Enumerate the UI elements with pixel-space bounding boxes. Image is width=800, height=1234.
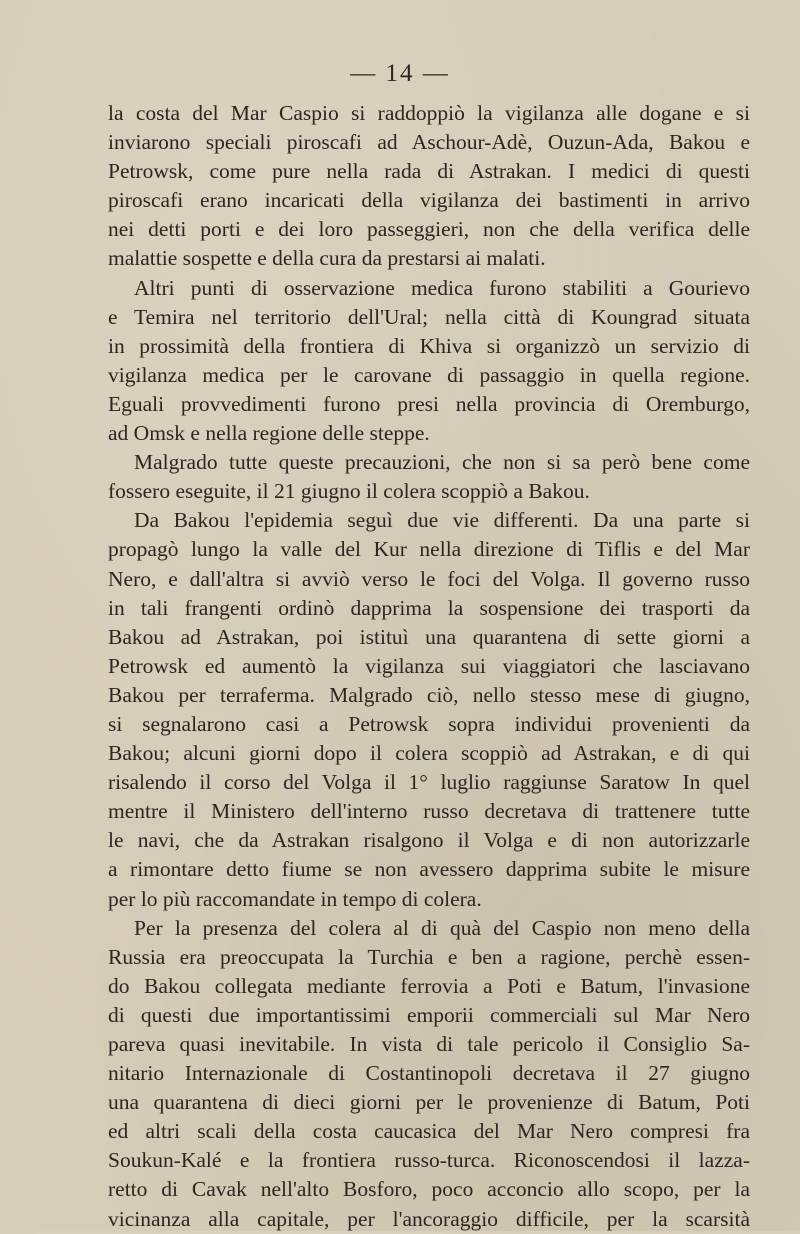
text-line: vicinanza alla capitale, per l'ancoraggio difficile, per la scarsità [108, 1206, 750, 1231]
text-line: retto di Cavak nell'alto Bosforo, poco acconcio allo scopo, per la [108, 1177, 750, 1202]
text-line: Russia era preoccupata la Turchia e ben a ragione, perchè essen- [108, 944, 750, 969]
text-line: e Temira nel territorio dell'Ural; nella città di Koungrad situata [108, 304, 750, 329]
text-line: Nero, e dall'altra si avviò verso le foci del Volga. Il governo russo [108, 566, 750, 591]
text-line: piroscafi erano incaricati della vigilanza dei bastimenti in arrivo [108, 188, 750, 213]
text-line: in tali frangenti ordinò dapprima la sospensione dei trasporti da [108, 595, 750, 620]
text-line: inviarono speciali piroscafi ad Aschour-Adè, Ouzun-Ada, Bakou e [108, 130, 750, 155]
text-line: per lo più raccomandate in tempo di colera. [108, 886, 482, 911]
text-line: nitario Internazionale di Costantinopoli decretava il 27 giugno [108, 1061, 750, 1086]
text-line: Bakou ad Astrakan, poi istituì una quarantena di sette giorni a [108, 624, 750, 649]
text-line: Da Bakou l'epidemia seguì due vie differenti. Da una parte si [134, 508, 750, 533]
text-line: Altri punti di osservazione medica furono stabiliti a Gourievo [134, 275, 750, 300]
text-line: le navi, che da Astrakan risalgono il Volga e di non autorizzarle [108, 828, 750, 853]
text-line: nei detti porti e dei loro passeggieri, non che della verifica delle [108, 217, 750, 242]
text-line: malattie sospette e della cura da prestarsi ai malati. [108, 246, 546, 271]
text-line: Petrowsk, come pure nella rada di Astrakan. I medici di questi [108, 159, 750, 184]
text-line: la costa del Mar Caspio si raddoppiò la vigilanza alle dogane e si [108, 101, 750, 125]
body-text [108, 99, 750, 1234]
text-line: mentre il Ministero dell'interno russo decretava di trattenere tutte [108, 799, 750, 824]
text-line: Soukun-Kalé e la frontiera russo-turca. Riconoscendosi il lazza- [108, 1148, 750, 1173]
text-line: Malgrado tutte queste precauzioni, che non si sa però bene come [134, 450, 750, 475]
text-line: Eguali provvedimenti furono presi nella provincia di Oremburgo, [108, 391, 750, 416]
text-line: a rimontare detto fiume se non avessero dapprima subite le misure [108, 857, 750, 882]
text-line: risalendo il corso del Volga il 1° luglio raggiunse Saratow In quel [108, 770, 750, 795]
text-line: Petrowsk ed aumentò la vigilanza sui viaggiatori che lasciavano [108, 653, 750, 678]
text-line: Bakou per terraferma. Malgrado ciò, nello stesso mese di giugno, [108, 682, 750, 707]
page-number: — 14 — [350, 60, 450, 87]
text-line: do Bakou collegata mediante ferrovia a Poti e Batum, l'invasione [108, 973, 750, 998]
text-line: propagò lungo la valle del Kur nella direzione di Tiflis e del Mar [108, 537, 750, 562]
text-line: in prossimità della frontiera di Khiva si organizzò un servizio di [108, 333, 750, 358]
text-line: si segnalarono casi a Petrowsk sopra individui provenienti da [108, 711, 750, 736]
text-line: pareva quasi inevitabile. In vista di tale pericolo il Consiglio Sa- [108, 1032, 750, 1056]
text-line: vigilanza medica per le carovane di passaggio in quella regione. [108, 362, 750, 387]
text-line: una quarantena di dieci giorni per le provenienze di Batum, Poti [108, 1090, 750, 1115]
text-line: di questi due importantissimi emporii commerciali sul Mar Nero [108, 1002, 750, 1027]
text-line: Bakou; alcuni giorni dopo il colera scoppiò ad Astrakan, e di qui [108, 741, 750, 766]
text-line: Per la presenza del colera al di quà del Caspio non meno della [134, 915, 750, 940]
text-line: fossero eseguite, il 21 giugno il colera scoppiò a Bakou. [108, 479, 590, 504]
text-line: ed altri scali della costa caucasica del Mar Nero compresi fra [108, 1119, 750, 1144]
text-line: ad Omsk e nella regione delle steppe. [108, 421, 430, 446]
